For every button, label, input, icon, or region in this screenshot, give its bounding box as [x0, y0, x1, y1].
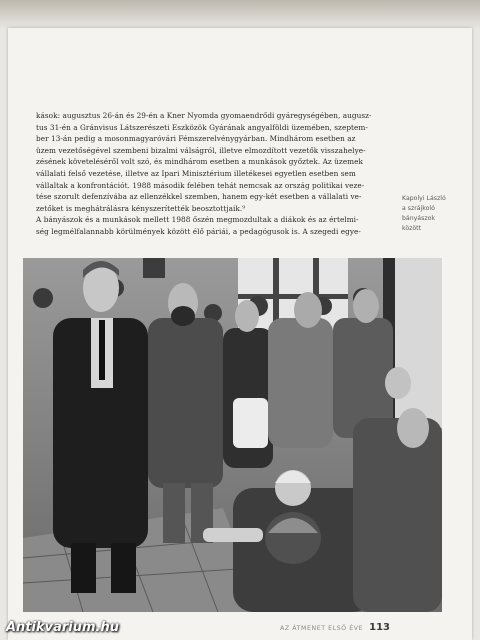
bw-photograph: [23, 258, 442, 612]
photo-caption: Kapolyi László a szrájkoló bányászok között: [402, 195, 446, 232]
photograph-illustration: [23, 258, 442, 612]
running-head: AZ ÁTMENET ELSŐ ÉVE: [280, 625, 364, 632]
body-text: kások: augusztus 26-án és 29-én a Kner Nyomda gyomaendrődi gyáregységében, augusz- tus 31-én a Gránvisus Látszerészeti Eszközök Gyárának angyalföldi üzemében, szeptem- ber 13-án pedig a mosonmagyaróvári Fémszerelvénygyárban. Mindhárom esetben az üzem vezetőségével szembeni bizalmi válságról, illetve elmozdított vezetők visszahelye- zésének követeléséről volt szó, és mindhárom esetben a munkások győztek. Az üzemek vállalati felső vezetése, illetve az Ipari Minisztérium illetékesei egyetlen esetben sem vállaltak a konfrontációt. 1988 második felében tehát nemcsak az ország politikai veze- tése szorult defenzívába az ellenzékkel szemben, hanem egy-két esetben a vállalati ve- zetőket is meghátrálásra kényszerítették beosztottjaik.⁹ A bányászok és a munkások mellett 1988 őszén megmozdultak a diákok és az értelmi- ség legmélfalannabb körülmények között élő páriái, a pedagógusok is. A szegedi egye-: [36, 111, 372, 236]
watermark: Antikvarium.hu: [6, 620, 119, 635]
page-footer: [280, 622, 390, 633]
page-number: 113: [369, 622, 390, 633]
page-top-edge: [0, 0, 480, 30]
